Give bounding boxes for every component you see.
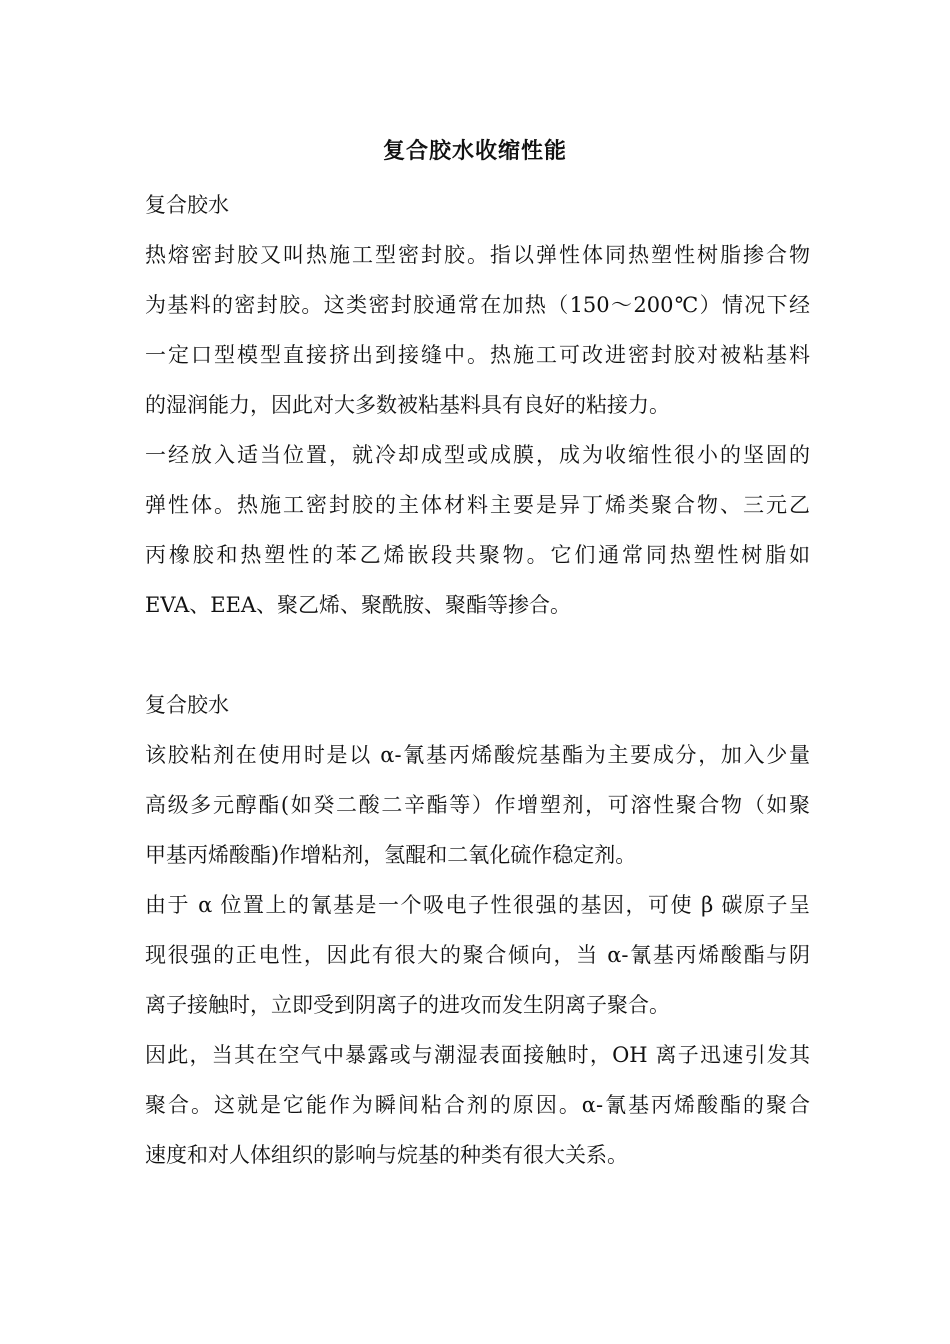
document-body [145, 180, 810, 1180]
text-line: 因此，当其在空气中暴露或与潮湿表面接触时，OH 离子迅速引发其 [145, 1043, 810, 1067]
paragraph [145, 430, 810, 630]
document-title: 复合胶水收缩性能 [382, 138, 567, 164]
text-line: 为基料的密封胶。这类密封胶通常在加热（150～200℃）情况下经 [145, 293, 810, 317]
text-line: 弹性体。热施工密封胶的主体材料主要是异丁烯类聚合物、三元乙 [145, 493, 810, 517]
text-line: 热熔密封胶又叫热施工型密封胶。指以弹性体同热塑性树脂掺合物 [145, 243, 810, 267]
text-line: 一经放入适当位置，就冷却成型或成膜，成为收缩性很小的坚固的 [145, 443, 810, 467]
section-heading: 复合胶水 [145, 693, 229, 717]
paragraph [145, 880, 810, 1030]
section-heading: 复合胶水 [145, 193, 229, 217]
text-line: 聚合。这就是它能作为瞬间粘合剂的原因。α-氰基丙烯酸酯的聚合 [145, 1093, 810, 1117]
text-line: 高级多元醇酯(如癸二酸二辛酯等）作增塑剂，可溶性聚合物（如聚 [145, 793, 810, 817]
text-line: 的湿润能力，因此对大多数被粘基料具有良好的粘接力。 [145, 393, 670, 417]
text-line: EVA、EEA、聚乙烯、聚酰胺、聚酯等掺合。 [145, 593, 572, 617]
text-line: 速度和对人体组织的影响与烷基的种类有很大关系。 [145, 1143, 628, 1167]
text-line: 由于 α 位置上的氰基是一个吸电子性很强的基因，可使 β 碳原子呈 [145, 893, 810, 917]
paragraph [145, 730, 810, 880]
text-line: 甲基丙烯酸酯)作增粘剂，氢醌和二氧化硫作稳定剂。 [145, 843, 637, 867]
paragraph [145, 230, 810, 430]
blank-line [145, 630, 810, 680]
text-line: 一定口型模型直接挤出到接缝中。热施工可改进密封胶对被粘基料 [145, 343, 810, 367]
text-line: 丙橡胶和热塑性的苯乙烯嵌段共聚物。它们通常同热塑性树脂如 [145, 543, 810, 567]
text-line: 现很强的正电性，因此有很大的聚合倾向，当 α-氰基丙烯酸酯与阴 [145, 943, 810, 967]
text-line: 离子接触时，立即受到阴离子的进攻而发生阴离子聚合。 [145, 993, 670, 1017]
paragraph [145, 1030, 810, 1180]
text-line: 该胶粘剂在使用时是以 α-氰基丙烯酸烷基酯为主要成分，加入少量 [145, 743, 810, 767]
